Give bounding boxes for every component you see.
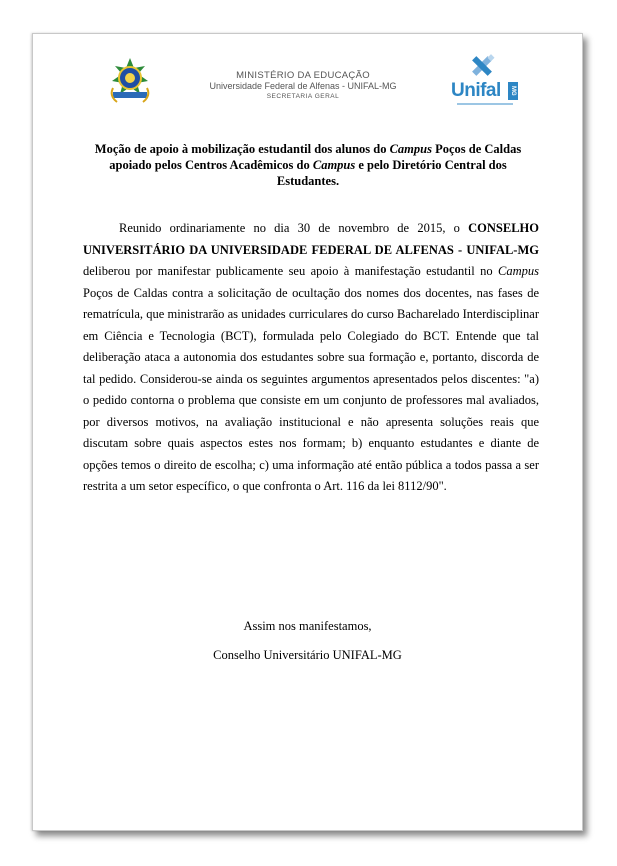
closing-line: Assim nos manifestamos,: [243, 619, 372, 633]
university-name: Universidade Federal de Alfenas - UNIFAL-MG: [209, 81, 397, 91]
department-name: SECRETARIA GERAL: [266, 93, 340, 100]
unifal-wordmark: Unifal: [451, 80, 501, 101]
unifal-logo: [451, 52, 523, 108]
unifal-cross-icon: [451, 52, 523, 82]
document-title: Moção de apoio à mobilização estudantil dos alunos do Campus Poços de Caldas apoiado pelos Centros Acadêmicos do Campus e pelo Diretório Central dos Estudantes.: [94, 142, 522, 188]
council-name: CONSELHO UNIVERSITÁRIO DA UNIVERSIDADE FEDERAL DE ALFENAS - UNIFAL-MG: [83, 221, 539, 257]
logo-underline: [457, 103, 513, 105]
coat-of-arms-icon: [107, 56, 153, 106]
unifal-mg-badge: MG: [508, 82, 518, 100]
document-page: [32, 33, 583, 831]
institution-header: [183, 70, 423, 102]
ministry-name: MINISTÉRIO DA EDUCAÇÃO: [236, 70, 370, 81]
document-body: Reunido ordinariamente no dia 30 de novembro de 2015, o CONSELHO UNIVERSITÁRIO DA UNIVERSIDADE FEDERAL DE ALFENAS - UNIFAL-MG deliberou por manifestar publicamente seu apoio à manifestação estudantil no Campus Poços de Caldas contra a solicitação de ocultação dos nomes dos docentes, nas fases de rematrícula, que ministrarão as unidades curriculares do curso Bacharelado Interdisciplinar em Ciência e Tecnologia (BCT), formulada pelo Colegiado do BCT. Entende que tal deliberação ataca a autonomia dos estudantes sobre sua formação e, portanto, discorda de tal pedido. Considerou-se ainda os seguintes argumentos apresentados pelos discentes: "a) o pedido contorna o problema que consiste em um conjunto de professores mal avaliados, por diversos motivos, na avaliação institucional e não apresenta soluções reais que discutam sobre quais aspectos estes nos formam; b) enquanto estudantes e diante de opções temos o direito de escolha; c) uma informação até então pública a todos passa a ser restrita a um setor específico, o que confronta o Art. 116 da lei 8112/90".: [83, 221, 539, 493]
signature-line: Conselho Universitário UNIFAL-MG: [213, 648, 402, 662]
